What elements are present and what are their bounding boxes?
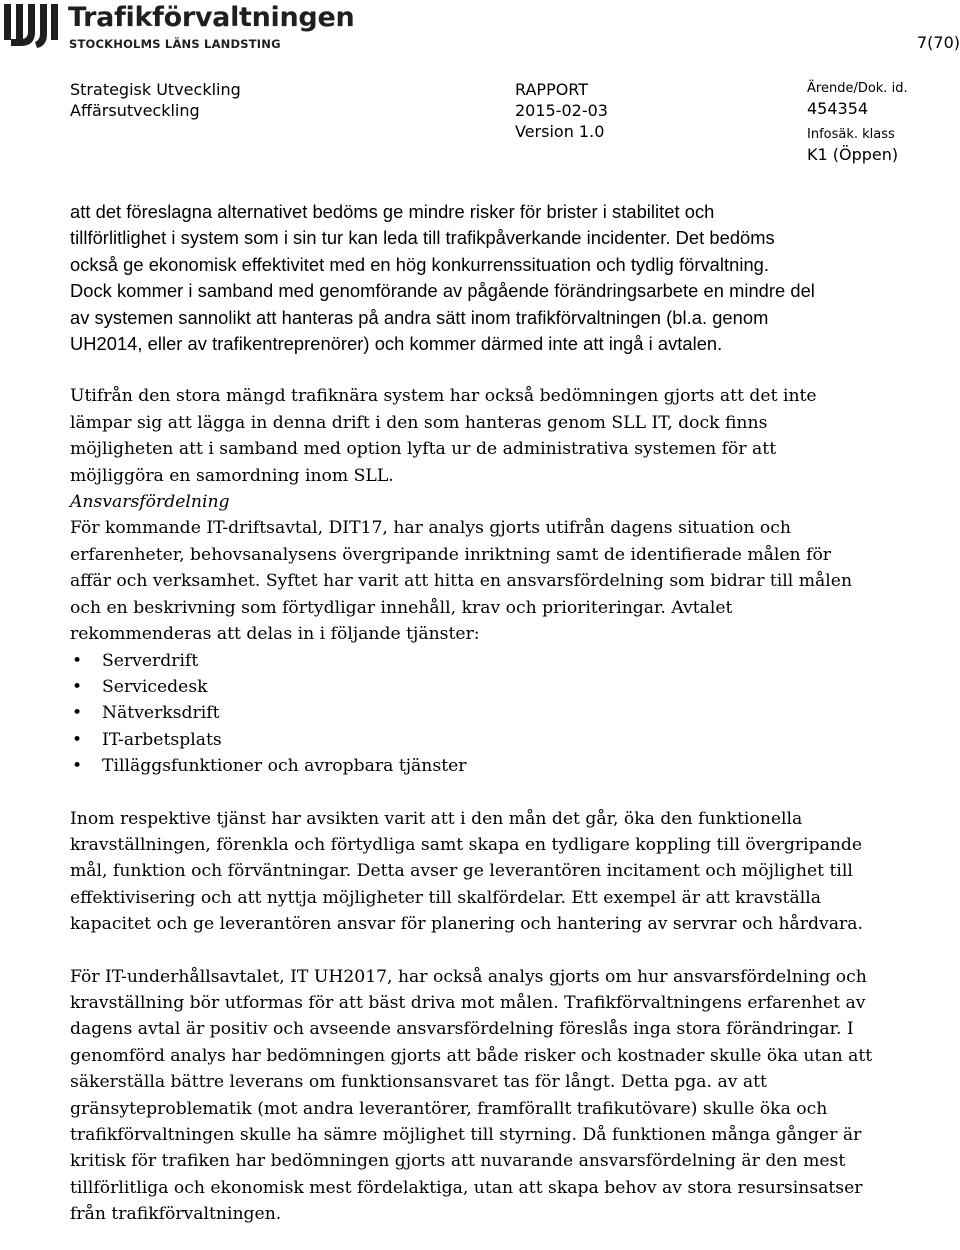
- paragraph-2: [70, 383, 920, 489]
- text-line: också ge ekonomisk effektivitet med en hög konkurrenssituation och tydlig förvaltning.: [70, 253, 770, 275]
- text-line: affär och verksamhet. Syftet har varit att hitta en ansvarsfördelning som bidrar till målen: [70, 571, 853, 592]
- services-list: [70, 648, 920, 780]
- bullet-icon: •: [72, 703, 83, 724]
- bullet-icon: •: [72, 676, 83, 697]
- text-line: av systemen sannolikt att hanteras på andra sätt inom trafikförvaltningen (bl.a. genom: [70, 306, 769, 328]
- text-line: mål, funktion och förväntningar. Detta avser ge leverantören incitament och möjlighet till: [70, 861, 853, 882]
- page-number: 7(70): [916, 33, 960, 52]
- doc-type: RAPPORT: [515, 80, 589, 99]
- text-line: För kommande IT-driftsavtal, DIT17, har analys gjorts utifrån dagens situation och: [70, 518, 791, 539]
- bullet-icon: •: [72, 729, 83, 750]
- text-line: säkerställa bättre leverans om funktionsansvaret tas för långt. Detta pga. av att: [70, 1072, 767, 1093]
- list-item: • Servicedesk: [70, 674, 920, 700]
- text-line: Dock kommer i samband med genomförande av pågående förändringsarbete en mindre del: [70, 280, 815, 302]
- text-line: tillförlitlighet i system som i sin tur kan leda till trafikpåverkande incidenter. Det bedöms: [70, 227, 775, 249]
- section-heading: Ansvarsfördelning: [70, 492, 230, 513]
- list-item: • IT-arbetsplats: [70, 727, 920, 753]
- text-line: effektivisering och att nyttja möjligheter till skalfördelar. Ett exempel är att kravställa: [70, 887, 821, 908]
- text-line: Inom respektive tjänst har avsikten varit att i den mån det går, öka den funktionella: [70, 808, 803, 829]
- class-label: Infosäk. klass: [807, 127, 895, 142]
- paragraph-4: [70, 806, 920, 938]
- list-item: • Nätverksdrift: [70, 700, 920, 726]
- text-line: dagens avtal är positiv och avseende ansvarsfördelning föreslås inga stora förändringar. I: [70, 1019, 854, 1040]
- department: Strategisk Utveckling: [70, 80, 241, 99]
- text-line: För IT-underhållsavtalet, IT UH2017, har också analys gjorts om hur ansvarsfördelning och: [70, 966, 867, 987]
- sll-logo-icon: [2, 2, 64, 54]
- text-line: kravställning bör utformas för att bäst driva mot målen. Trafikförvaltningens erfarenhet av: [70, 992, 866, 1013]
- text-line: Utifrån den stora mängd trafiknära system har också bedömningen gjorts att det inte: [70, 386, 817, 407]
- meta-document: [515, 79, 608, 142]
- text-line: trafikförvaltningen skulle ha sämre möjlighet till styrning. Då funktionen många gånger är: [70, 1125, 862, 1145]
- org-subtitle: STOCKHOLMS LÄNS LANDSTING: [69, 37, 281, 51]
- meta-department: [70, 79, 241, 121]
- text-line: möjligheten att i samband med option lyfta ur de administrativa systemen för att: [70, 439, 777, 460]
- bullet-icon: •: [72, 756, 83, 777]
- text-line: från trafikförvaltningen.: [70, 1204, 282, 1225]
- subdepartment: Affärsutveckling: [70, 101, 200, 120]
- class-value: K1 (Öppen): [807, 145, 899, 164]
- doc-version: Version 1.0: [515, 122, 605, 141]
- org-name: Trafikförvaltningen: [68, 2, 355, 33]
- doc-date: 2015-02-03: [515, 101, 608, 120]
- list-item: • Tilläggsfunktioner och avropbara tjänster: [70, 753, 920, 779]
- text-line: genomförd analys har bedömningen gjorts att både risker och kostnader skulle öka utan att: [70, 1045, 873, 1066]
- bullet-icon: •: [72, 650, 83, 671]
- paragraph-3: [70, 515, 920, 647]
- text-line: kravställningen, förenkla och förtydliga samt skapa en tydligare koppling till övergripande: [70, 834, 863, 855]
- text-line: och en beskrivning som förtydligar innehåll, krav och prioriteringar. Avtalet: [70, 597, 733, 618]
- text-line: tillförlitliga och ekonomisk mest fördelaktiga, utan att skapa behov av stora resursinsatser: [70, 1177, 863, 1198]
- id-value: 454354: [807, 99, 869, 118]
- text-line: erfarenheter, behovsanalysens övergripande inriktning samt de identifierade målen för: [70, 544, 832, 565]
- org-logo: [2, 2, 355, 54]
- text-line: UH2014, eller av trafikentreprenörer) och kommer därmed inte att ingå i avtalen.: [70, 333, 723, 355]
- id-label: Ärende/Dok. id.: [807, 81, 908, 96]
- text-line: kapacitet och ge leverantören ansvar för planering och hantering av servrar och hårdvara.: [70, 914, 863, 935]
- meta-identification: [807, 79, 908, 165]
- paragraph-5: [70, 964, 920, 1228]
- text-line: kritisk för trafiken har bedömningen gjorts att nuvarande ansvarsfördelning är den mest: [70, 1151, 846, 1172]
- text-line: möjliggöra en samordning inom SLL.: [70, 465, 394, 486]
- text-line: rekommenderas att delas in i följande tjänster:: [70, 624, 480, 645]
- body-text: [70, 199, 920, 1228]
- text-line: gränsyteproblematik (mot andra leverantörer, framförallt trafikutövare) skulle öka och: [70, 1098, 828, 1119]
- paragraph-1: [70, 199, 920, 357]
- list-item: • Serverdrift: [70, 648, 920, 674]
- text-line: lämpar sig att lägga in denna drift i den som hanteras genom SLL IT, dock finns: [70, 412, 768, 433]
- text-line: att det föreslagna alternativet bedöms ge mindre risker för brister i stabilitet och: [70, 201, 715, 222]
